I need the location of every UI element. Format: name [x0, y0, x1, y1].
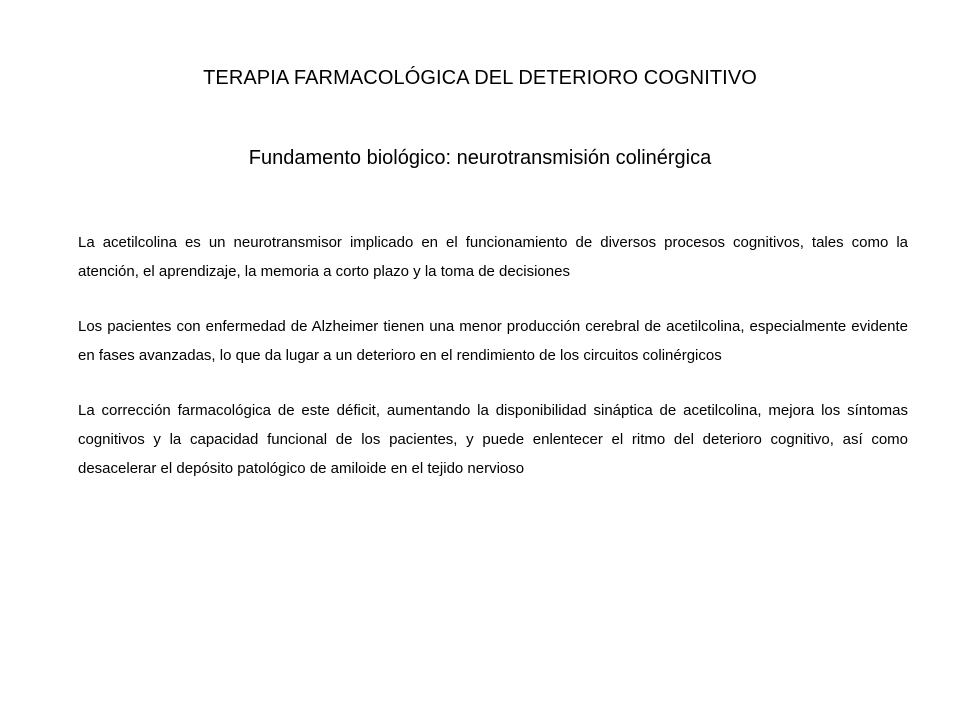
paragraph-pharmacological-correction: La corrección farmacológica de este déficit, aumentando la disponibilidad sináptica de acetilcolina, mejora los síntomas cognitivos y la capacidad funcional de los pacientes, y puede enlentecer el ritmo del deterioro cognitivo, así como desacelerar el depósito patológico de amiloide en el tejido nervioso [78, 402, 908, 477]
paragraph-acetylcholine: La acetilcolina es un neurotransmisor implicado en el funcionamiento de diversos procesos cognitivos, tales como la atención, el aprendizaje, la memoria a corto plazo y la toma de decisiones [78, 234, 908, 280]
slide-body [78, 228, 908, 509]
paragraph-alzheimer: Los pacientes con enfermedad de Alzheimer tienen una menor producción cerebral de acetilcolina, especialmente evidente en fases avanzadas, lo que da lugar a un deterioro en el rendimiento de los circuitos colinérgicos [78, 318, 908, 364]
slide-title: TERAPIA FARMACOLÓGICA DEL DETERIORO COGNITIVO [203, 67, 757, 89]
slide-subtitle: Fundamento biológico: neurotransmisión colinérgica [248, 147, 712, 169]
